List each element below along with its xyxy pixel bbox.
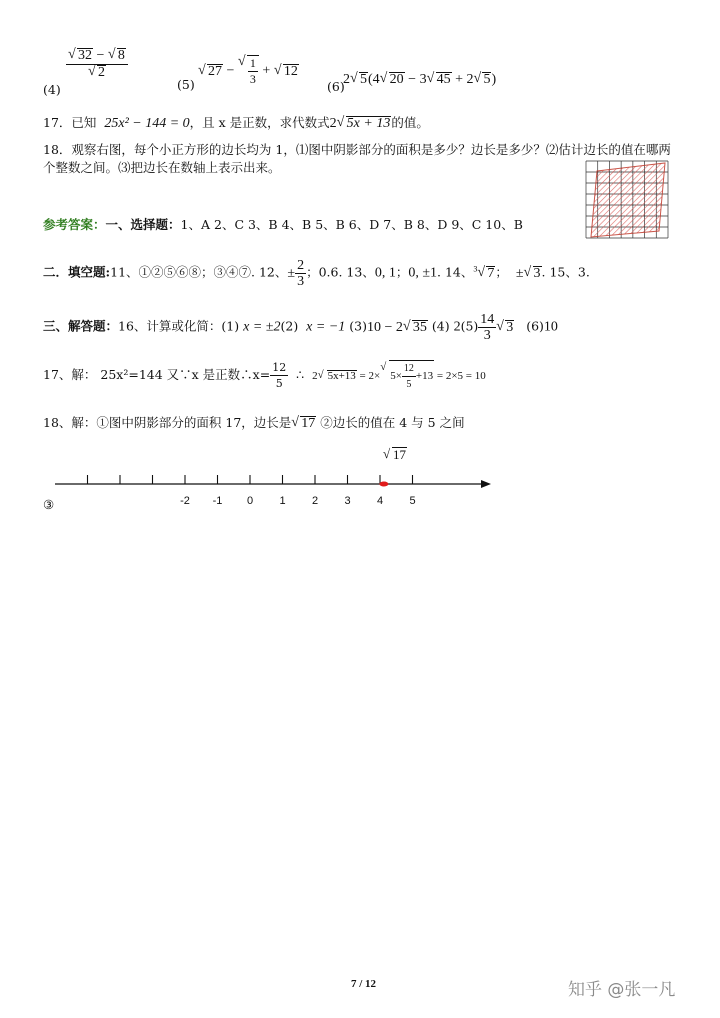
q6-expression: 2√ 5(4√ 20 − 3√ 45 + 2√ 5) xyxy=(343,72,496,88)
answer-18: 18、解：①图中阴影部分的面积 17，边长是√ 17 ②边长的值在 4 与 5 之间 xyxy=(43,415,465,432)
q4-expression: √ 32 − √ 8 √ 2 xyxy=(66,48,128,80)
answers-section-1: 参考答案：一、选择题：1、A 2、C 3、B 4、B 5、B 6、D 7、B 8、D 9、C 10、B xyxy=(43,217,523,232)
answer-17: 17、解： 25x²=144 又∵x 是正数∴x= $\frac{12}{5}$ ∴ 2√ 5x+13 = 2×√ 5× $\frac{12}{5}$ +13 = 2×5 = 10 xyxy=(43,360,486,392)
sqrt17-point xyxy=(379,482,388,487)
question-18-line1: 18．观察右图，每个小正方形的边长均为 1，⑴图中阴影部分的面积是多少？边长是多少？⑵估计边长的值在哪两 xyxy=(43,142,671,157)
answers-heading: 参考答案： xyxy=(43,217,106,232)
number-line-tick-label: 2 xyxy=(311,495,319,507)
question-17: 17．已知 25x² − 144 = 0，且 x 是正数，求代数式2√ 5x + 13的值。 xyxy=(43,115,429,132)
answer-18-part3: ③ xyxy=(43,497,55,512)
answers-section-3: 三、解答题：16、计算或化简：(1) x = ±2(2) x = −1 (3)10 − 2√ 35 (4) 2(5) $\frac{14}{3}$ √ 3 (6)10 xyxy=(43,312,558,343)
question-18-line2: 个整数之间。⑶把边长在数轴上表示出来。 xyxy=(43,160,281,175)
answers-section-2: 二．填空题:11、①②⑤⑥⑧；③④⑦. 12、± $\frac{2}{3}$ ；0.6. 13、0, 1；0, ±1. 14、$^3$√ 7； ±√ 3. 15、3. xyxy=(43,258,590,289)
q6-label: (6) xyxy=(327,79,345,94)
number-line-tick-label: 1 xyxy=(279,495,286,507)
number-line-tick-label: 4 xyxy=(376,495,384,507)
shaded-square xyxy=(591,163,665,237)
numberline-sqrt-label: √ 17 xyxy=(383,447,407,463)
q5-expression: √ 27 − √ $\frac{1}{3}$ + √ 12 xyxy=(198,55,299,87)
number-line-tick-label: -2 xyxy=(180,495,190,507)
watermark: 知乎 @张一凡 xyxy=(568,980,676,1000)
number-line-arrow xyxy=(481,480,491,488)
number-line-tick-label: 5 xyxy=(409,495,416,507)
q5-label: (5) xyxy=(177,77,195,92)
number-line xyxy=(55,470,495,512)
grid-figure xyxy=(585,160,671,240)
number-line-tick-label: -1 xyxy=(212,495,223,507)
number-line-tick-label: 0 xyxy=(246,495,254,507)
page-number: 7 / 12 xyxy=(351,978,377,990)
number-line-tick-label: 3 xyxy=(344,495,351,507)
q4-label: (4) xyxy=(43,82,61,97)
